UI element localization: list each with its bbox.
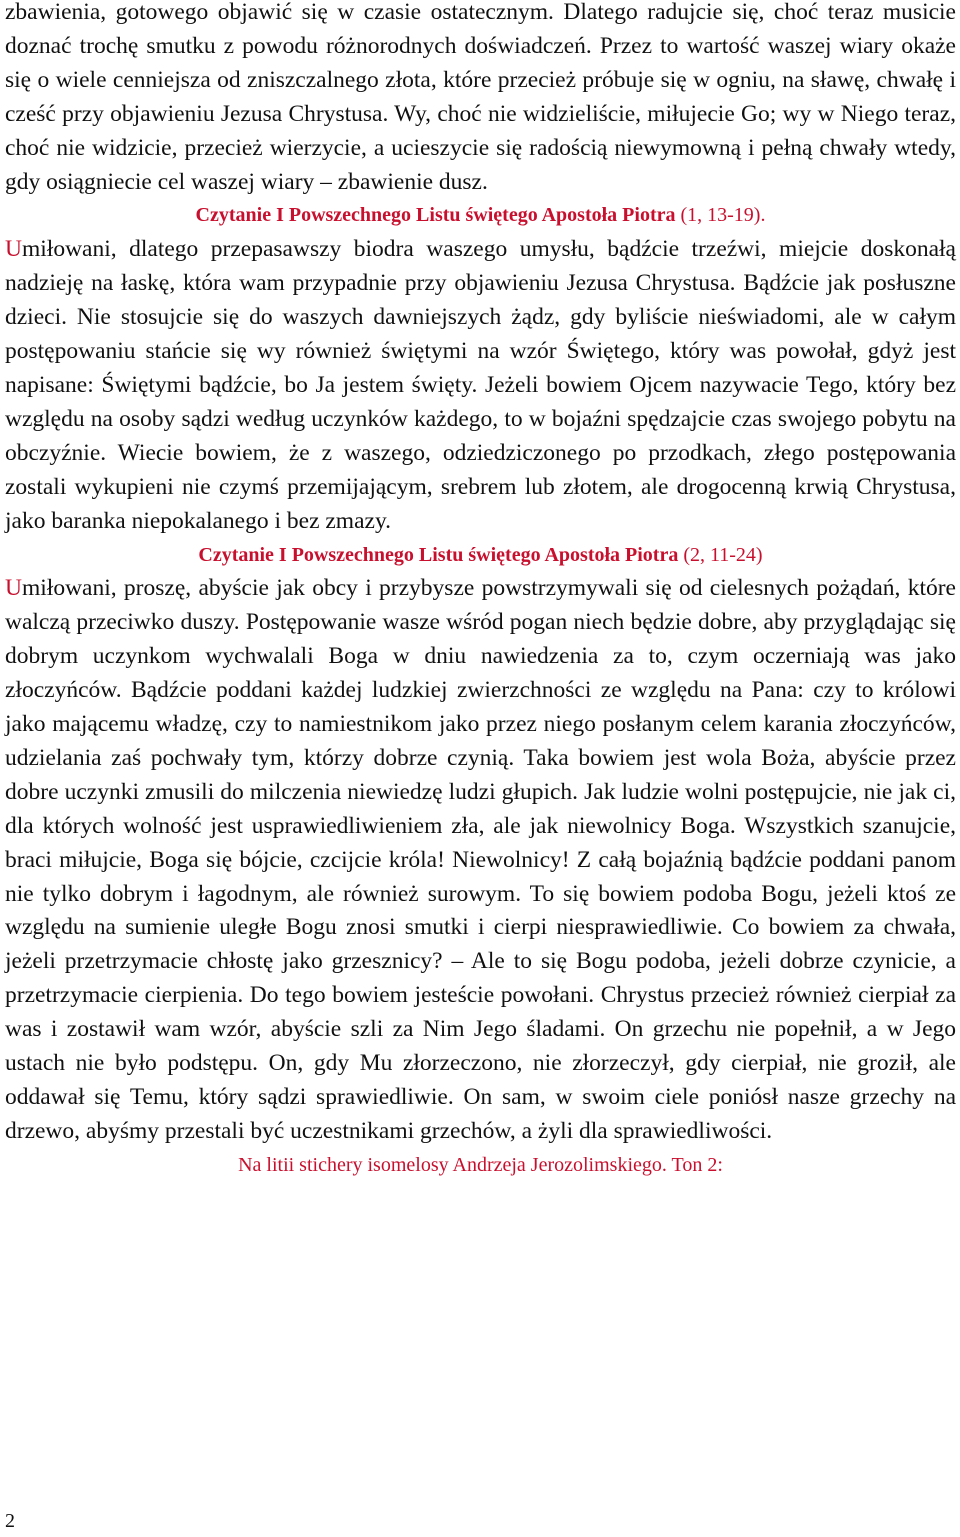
reading-heading-reference: (2, 11-24) (683, 543, 763, 566)
reading-heading-book: Czytanie I Powszechnego Listu świętego Apostoła Piotra (195, 204, 676, 227)
reading-text: miłowani, dlatego przepasawszy biodra waszego umysłu, bądźcie trzeźwi, miejcie doskonałą nadzieję na łaskę, która wam przypadnie przy objawieniu Jezusa Chrystusa. Bądźcie jak posłuszne dzieci. Nie stosujcie się do waszych dawniejszych żądz, gdy byliście nieświadomi, ale w całym postępowaniu stańcie się wy również świętymi na wzór Świętego, który was powołał, gdyż jest napisane: Świętymi bądźcie, bo Ja jestem święty. Jeżeli bowiem Ojcem nazywacie Tego, który bez względu na osoby sądzi według uczynków każdego, to w bojaźni spędzajcie czas swojego pobytu na obczyźnie. Wiecie bowiem, że z waszego, odziedziczonego po przodkach, złego postępowania zostali wykupieni nie czymś przemijającym, srebrem lub złotem, ale drogocenną krwią Chrystusa, jako baranka niepokalanego i bez zmazy. (5, 236, 956, 534)
reading-text: miłowani, proszę, abyście jak obcy i przybysze powstrzymywali się od cielesnych pożądań, które walczą przeciwko duszy. Postępowanie wasze wśród pogan niech będzie dobre, aby przyglądając się dobrym uczynkom wychwalali Boga w dniu nawiedzenia za to, czym oczerniają was jako złoczyńców. Bądźcie poddani każdej ludzkiej zwierzchności ze względu na Pana: czy to królowi jako mającemu władzę, czy to namiestnikom jako przez niego posłanym celem karania złoczyńców, udzielania zaś pochwały tym, którzy dobrze czynią. Taka bowiem jest wola Boża, abyście przez dobre uczynki zmusili do milczenia niewiedzę ludzi głupich. Jak ludzie wolni postępujcie, nie jak ci, dla których wolność jest usprawiedliwieniem zła, ale jak niewolnicy Boga. Wszystkich szanujcie, braci miłujcie, Boga się bójcie, czcijcie króla! Niewolnicy! Z całą bojaźnią bądźcie poddani panom nie tylko dobrym i łagodnym, ale również surowym. To się bowiem podoba Bogu, jeżeli ktoś ze względu na sumienie uległe Bogu znosi smutki i cierpi niesprawiedliwie. Co bowiem za chwała, jeżeli przetrzymacie chłostę jako grzesznicy? – Ale to się Bogu podoba, jeżeli dobrze czynicie, a przetrzymacie cierpienia. Do tego bowiem jesteście powołani. Chrystus przecież również cierpiał za was i zostawił wam wzór, abyście szli za Nim Jego śladami. On grzechu nie popełnił, a w Jego ustach nie było podstępu. On, gdy Mu złorzeczono, nie złorzeczył, gdy cierpiał, nie groził, ale oddawał się Temu, który sądzi sprawiedliwie. On sam, w swoim ciele poniósł nasze grzechy na drzewo, abyśmy przestali być uczestnikami grzechów, a żyli dla sprawiedliwości. (5, 575, 956, 1144)
reading-heading-2 (5, 539, 956, 573)
reading-body-1 (5, 233, 956, 538)
reading-heading-book: Czytanie I Powszechnego Listu świętego Apostoła Piotra (198, 543, 679, 566)
reading-initial-letter: U (5, 236, 22, 263)
liturgy-note: Na litii stichery isomelosy Andrzeja Jerozolimskiego. Ton 2: (238, 1153, 723, 1176)
reading-body-2 (5, 572, 956, 1148)
passage-continuation: zbawienia, gotowego objawić się w czasie ostatecznym. Dlatego radujcie się, choć teraz musicie doznać trochę smutku z powodu różnorodnych doświadczeń. Przez to wartość waszej wiary okaże się o wiele cenniejsza od zniszczalnego złota, które przecież próbuje się w ogniu, na sławę, chwałę i cześć przy objawieniu Jezusa Chrystusa. Wy, choć nie widzieliście, miłujecie Go; wy w Niego teraz, choć nie widzicie, przecież wierzycie, a ucieszycie się radością niewymowną i pełną chwały wtedy, gdy osiągniecie cel waszej wiary – zbawienie dusz. (5, 0, 956, 195)
reading-heading-1 (5, 199, 956, 233)
page-number: 2 (5, 1510, 15, 1532)
reading-heading-reference: (1, 13-19). (680, 204, 766, 227)
reading-initial-letter: U (5, 575, 22, 602)
